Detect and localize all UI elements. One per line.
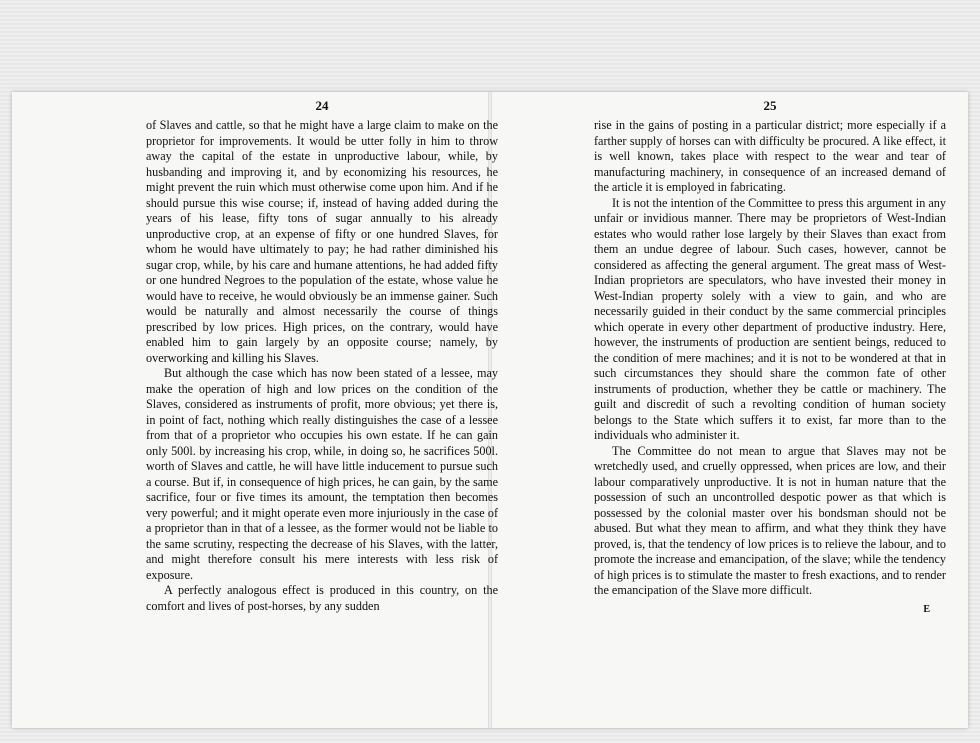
right-paragraph-1: rise in the gains of posting in a particular district; more especially if a farther supply of horses can with difficulty be procured. A like effect, it is well known, takes place with respect to the wear and tear of manufacturing machinery, in consequence of an increased demand of the article it is employed in fabricating. [594, 118, 946, 194]
left-paragraph-3: A perfectly analogous effect is produced in this country, on the comfort and lives of post-horses, by any sudden [146, 583, 498, 613]
left-paragraph-2: But although the case which has now been stated of a lessee, may make the operation of high and low prices on the condition of the Slaves, considered as instruments of profit, more obvious; yet there is, in point of fact, nothing which really distinguishes the case of a lessee from that of a proprietor who occupies his own estate. If he can gain only 500l. by increasing his crop, while, in doing so, he sacrifices 500l. worth of Slaves and cattle, he will have little inducement to pursue such a course. But if, in consequence of high prices, he can gain, by the same sacrifice, four or five times its amount, the temptation then becomes very powerful; and it might operate even more injuriously in the case of a proprietor than in that of a lessee, as the former would not be liable to the same scrutiny, respecting the decrease of his Slaves, with the latter, and might therefore consult his mere interests with less risk of exposure. [146, 366, 498, 582]
right-paragraph-2: It is not the intention of the Committee to press this argument in any unfair or invidious manner. There may be proprietors of West-Indian estates who would rather lose largely by their Slaves than exact from them an undue degree of labour. Such cases, however, cannot be considered as affecting the general argument. The great mass of West-Indian proprietors are speculators, who have invested their money in West-Indian property solely with a view to gain, and who are necessarily guided in their conduct by the same commercial principles which operate in every other department of productive industry. Here, however, the instruments of production are sentient beings, reduced to the condition of mere machines; and it is not to be wondered at that in such circumstances they should share the common fate of other instruments of production, whether they be cattle or machinery. The guilt and discredit of such a revolting condition of human society belongs to the State which suffers it to exist, far more than to the individuals who administer it. [594, 195, 946, 442]
right-page-number: 25 [763, 98, 777, 113]
left-paragraph-1: of Slaves and cattle, so that he might have a large claim to make on the proprietor for improvements. It would be utter folly in him to throw away the capital of the estate in unproductive labour, while, by husbanding and improving it, and by economizing his resources, he might prevent the ruin which must otherwise come upon him. And if he should pursue this wise course; if, instead of having added during the years of his lease, fifty tons of sugar annually to his already unproductive crop, at an expense of fifty or one hundred Slaves, for whom he would have ultimately to pay; he had rather diminished his sugar crop, while, by his care and humane attentions, he had added fifty or one hundred Negroes to the population of the estate, whose value he would have to receive, he would obviously be an immense gainer. Such would be naturally and almost necessarily the course of things prescribed by low prices. High prices, on the contrary, would have enabled him to gain largely by an opposite course; namely, by overworking and killing his Slaves. [146, 118, 498, 365]
left-page-number: 24 [315, 98, 329, 113]
left-page [146, 98, 498, 614]
left-page-text [146, 118, 498, 614]
right-page-text [594, 118, 946, 599]
right-paragraph-3: The Committee do not mean to argue that Slaves may not be wretchedly used, and cruelly oppressed, when prices are low, and their labour comparatively unproductive. It is not in human nature that the possession of such an uncontrolled despotic power as that which is possessed by the colonial master over his bondsman should not be abused. But what they mean to affirm, and what they think they have proved, is, that the tendency of low prices is to relieve the labour, and to promote the increase and emancipation, of the slave; while the tendency of high prices is to stimulate the master to fresh exactions, and to render the emancipation of the Slave more difficult. [594, 443, 946, 597]
right-page [594, 98, 946, 615]
signature-mark: E [923, 603, 930, 615]
